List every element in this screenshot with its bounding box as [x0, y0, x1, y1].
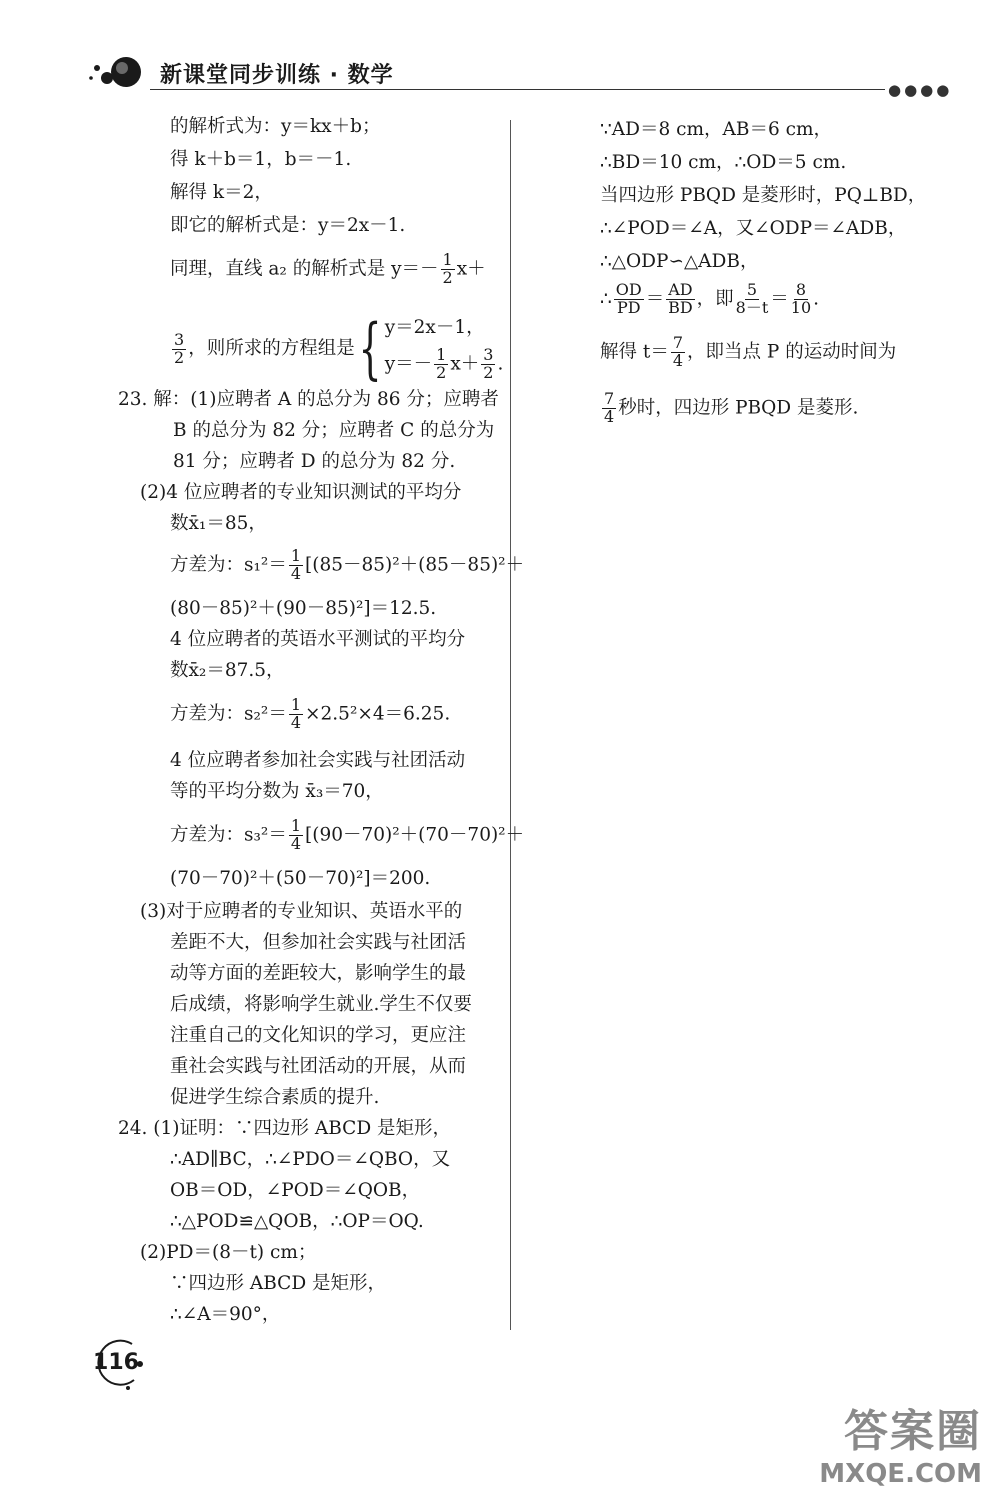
solution-line — [600, 335, 896, 370]
question-23-line: 23. 解：(1)应聘者 A 的总分为 86 分；应聘者 — [118, 389, 499, 410]
text-run: ＝ — [770, 288, 789, 310]
text-line: 数x̄₁＝85， — [170, 513, 267, 534]
equation-row: y＝2x－1， — [384, 316, 485, 338]
fraction — [289, 818, 303, 853]
text-line: ∴AD∥BC，∴∠PDO＝∠QBO，又 — [170, 1149, 451, 1170]
variance-line — [170, 697, 450, 732]
equation-system-line — [170, 310, 504, 387]
denominator: 2 — [174, 347, 185, 367]
header-rule — [150, 89, 885, 90]
denominator: 4 — [672, 350, 684, 370]
question-24-line: 24. (1)证明：∵四边形 ABCD 是矩形， — [118, 1118, 452, 1139]
text-line: B 的总分为 82 分；应聘者 C 的总分为 — [173, 420, 495, 441]
text-line: 差距不大，但参加社会实践与社团活 — [170, 932, 467, 953]
text-line: (80－85)²＋(90－85)²]＝12.5. — [170, 598, 437, 619]
denominator: 4 — [290, 712, 302, 732]
watermark-logo-text: 答案圈 — [844, 1406, 982, 1457]
text-run: [(85－85)²＋(85－85)²＋ — [305, 554, 525, 576]
numerator: 1 — [290, 695, 302, 714]
text-run: . — [497, 353, 504, 375]
text-line: 解得 k＝2， — [170, 182, 273, 203]
denominator: PD — [616, 297, 641, 317]
numerator: 5 — [746, 280, 758, 299]
numerator: 7 — [672, 333, 684, 352]
header-dots: ●●●● — [888, 81, 953, 99]
text-line: 重社会实践与社团活动的开展，从而 — [170, 1056, 467, 1077]
numerator: AD — [668, 280, 693, 299]
text-line: 促进学生综合素质的提升. — [170, 1087, 380, 1108]
text-run: ＝ — [645, 288, 665, 310]
denominator: 4 — [604, 406, 615, 426]
text-line: 注重自己的文化知识的学习，更应注 — [170, 1025, 467, 1046]
text-run: y＝－ — [384, 353, 433, 375]
text-line: (3)对于应聘者的专业知识、英语水平的 — [140, 901, 463, 922]
text-line: ∴∠POD＝∠A，又∠ODP＝∠ADB， — [600, 218, 907, 239]
text-run: ×2.5²×4＝6.25. — [305, 703, 451, 725]
text-run: x＋ — [450, 353, 480, 375]
watermark-url: MXQE.COM — [819, 1459, 982, 1489]
text-run: . — [813, 288, 820, 310]
text-line: ∴BD＝10 cm，∴OD＝5 cm. — [600, 152, 847, 173]
numerator: 7 — [604, 389, 615, 408]
equation-row — [384, 344, 504, 382]
text-line: 动等方面的差距较大，影响学生的最 — [170, 963, 467, 984]
denominator: BD — [668, 297, 693, 317]
text-line: 等的平均分数为 x̄₃＝70， — [170, 781, 384, 802]
text-run: 秒时，四边形 PBQD 是菱形. — [618, 397, 859, 419]
text-run: ，即 — [696, 288, 734, 310]
text-line: OB＝OD，∠POD＝∠QOB， — [170, 1180, 421, 1201]
text-line: 81 分；应聘者 D 的总分为 82 分. — [173, 451, 456, 472]
page-number: 116 — [93, 1349, 139, 1375]
denominator: 4 — [290, 563, 302, 583]
text-line: 得 k＋b＝1，b＝－1. — [170, 149, 352, 170]
fraction — [614, 282, 644, 317]
text-line: ∴△ODP∽△ADB， — [600, 251, 759, 272]
text-line: 数x̄₂＝87.5， — [170, 660, 285, 681]
denominator: 2 — [436, 362, 447, 382]
column-divider — [510, 120, 511, 1330]
text-run: 同理，直线 a₂ 的解析式是 y＝－ — [170, 258, 439, 280]
text-line: 后成绩，将影响学生就业.学生不仅要 — [170, 994, 472, 1015]
text-line: ∴∠A＝90°， — [170, 1304, 281, 1325]
text-line: (70－70)²＋(50－70)²]＝200. — [170, 868, 431, 889]
text-line: ∵AD＝8 cm，AB＝6 cm， — [600, 119, 833, 140]
fraction — [736, 282, 769, 317]
variance-line — [170, 548, 524, 583]
numerator: 8 — [795, 280, 807, 299]
text-line: 当四边形 PBQD 是菱形时，PQ⊥BD， — [600, 185, 927, 206]
denominator: 10 — [790, 297, 812, 317]
denominator: 4 — [290, 833, 302, 853]
text-line: 即它的解析式是：y＝2x－1. — [170, 215, 406, 236]
solution-line — [600, 391, 858, 426]
left-brace-icon: { — [358, 310, 382, 387]
variance-line — [170, 818, 524, 853]
fraction — [671, 335, 685, 370]
text-line: ∵四边形 ABCD 是矩形， — [170, 1273, 387, 1294]
numerator: 1 — [290, 816, 302, 835]
text-line: 4 位应聘者的英语水平测试的平均分 — [170, 629, 466, 650]
fraction — [441, 252, 455, 287]
numerator: 1 — [290, 546, 302, 565]
fraction — [791, 282, 811, 317]
fraction — [602, 391, 616, 426]
text-run: x＋ — [456, 258, 486, 280]
denominator: 8－t — [735, 297, 769, 317]
numerator: OD — [615, 280, 642, 299]
text-run: ，即当点 P 的运动时间为 — [687, 341, 897, 363]
text-run: ，则所求的方程组是 — [188, 338, 355, 359]
denominator: 2 — [442, 267, 453, 287]
equation-system — [385, 317, 504, 382]
watermark — [819, 1395, 982, 1489]
numerator: 1 — [436, 344, 447, 364]
text-run: 解得 t＝ — [600, 341, 669, 363]
fraction — [289, 548, 303, 583]
fraction — [666, 282, 694, 317]
numerator: 1 — [442, 250, 453, 269]
fraction — [434, 344, 448, 382]
text-line: 的解析式为：y＝kx＋b； — [170, 116, 381, 137]
text-line: (2)PD＝(8－t) cm； — [140, 1242, 317, 1263]
text-line — [170, 252, 486, 287]
proportion-line — [600, 282, 819, 317]
text-run: ∴ — [600, 288, 612, 310]
numerator: 3 — [174, 329, 185, 349]
numerator: 3 — [483, 344, 494, 364]
decorative-balls-icon — [86, 52, 146, 92]
fraction — [172, 329, 186, 367]
fraction — [289, 697, 303, 732]
text-line: (2)4 位应聘者的专业知识测试的平均分 — [140, 482, 462, 503]
text-run: [(90－70)²＋(70－70)²＋ — [305, 824, 525, 846]
text-run: 方差为：s₂²＝ — [170, 703, 287, 725]
fraction — [481, 344, 495, 382]
text-run: 方差为：s₃²＝ — [170, 824, 287, 846]
page-header — [0, 0, 1000, 100]
denominator: 2 — [483, 362, 494, 382]
text-run: 方差为：s₁²＝ — [170, 554, 287, 576]
book-title: 新课堂同步训练 · 数学 — [160, 63, 394, 88]
text-line: ∴△POD≌△QOB，∴OP＝OQ. — [170, 1211, 424, 1232]
text-line: 4 位应聘者参加社会实践与社团活动 — [170, 750, 466, 771]
